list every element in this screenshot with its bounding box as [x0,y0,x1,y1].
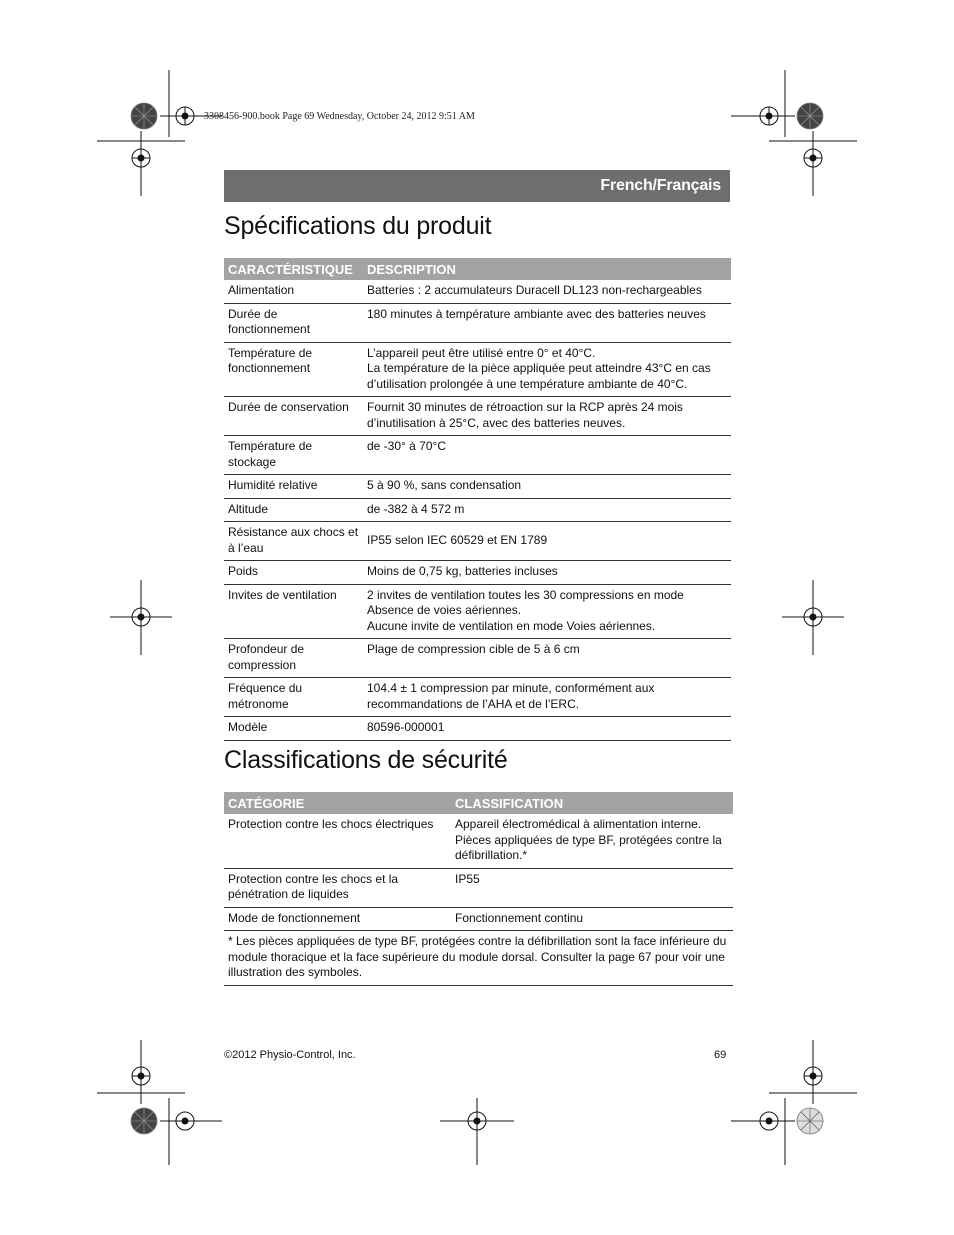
spec-value: IP55 selon IEC 60529 et EN 1789 [363,522,731,561]
footer-page-number: 69 [714,1049,727,1061]
table-row [224,475,731,499]
class-value: Fonctionnement continu [451,907,733,931]
spec-value: Moins de 0,75 kg, batteries incluses [363,561,731,585]
table-row [224,303,731,342]
footer-copyright: ©2012 Physio-Control, Inc. [224,1049,356,1061]
table-row [224,498,731,522]
spec-value: 104.4 ± 1 compression par minute, conformément aux recommandations de l’AHA et de l’ERC. [363,678,731,717]
safety-classifications-table [224,792,733,986]
table-row [224,561,731,585]
header-category: CATÉGORIE [224,792,451,814]
class-label: Protection contre les chocs électriques [224,814,451,868]
spec-label: Température de stockage [224,436,363,475]
spec-label: Invites de ventilation [224,584,363,639]
spec-section-title: Spécifications du produit [224,212,492,240]
spec-label: Fréquence du métronome [224,678,363,717]
spec-label: Température de fonctionnement [224,342,363,397]
class-section-title: Classifications de sécurité [224,746,508,774]
header-classification: CLASSIFICATION [451,792,733,814]
table-row [224,639,731,678]
spec-value: 180 minutes à température ambiante avec des batteries neuves [363,303,731,342]
table-row [224,907,733,931]
table-row [224,522,731,561]
table-row [224,868,733,907]
class-value: Appareil électromédical à alimentation interne. Pièces appliquées de type BF, protégées contre la défibrillation.* [451,814,733,868]
table-header-row [224,258,731,280]
spec-value: L’appareil peut être utilisé entre 0° et 40°C. La température de la pièce appliquée peut atteindre 43°C en cas d’utilisation prolongée à une température ambiante de 40°C. [363,342,731,397]
spec-value: de -30° à 70°C [363,436,731,475]
header-characteristic: CARACTÉRISTIQUE [224,258,363,280]
spec-value: de -382 à 4 572 m [363,498,731,522]
spec-value: Plage de compression cible de 5 à 6 cm [363,639,731,678]
table-row [224,814,733,868]
header-description: DESCRIPTION [363,258,731,280]
spec-label: Profondeur de compression [224,639,363,678]
class-value: IP55 [451,868,733,907]
table-row [224,678,731,717]
spec-label: Durée de fonctionnement [224,303,363,342]
spec-value: 5 à 90 %, sans condensation [363,475,731,499]
language-bar: French/Français [224,170,730,202]
table-row [224,280,731,303]
specifications-table [224,258,731,741]
spec-label: Modèle [224,717,363,741]
spec-value: 80596-000001 [363,717,731,741]
table-row [224,584,731,639]
spec-label: Humidité relative [224,475,363,499]
footnote: * Les pièces appliquées de type BF, protégées contre la défibrillation sont la face inférieure du module thoracique et la face supérieure du module dorsal. Consulter la page 67 pour voir une illustration des symboles. [224,931,733,986]
spec-value: Batteries : 2 accumulateurs Duracell DL123 non-rechargeables [363,280,731,303]
table-row [224,436,731,475]
table-row [224,342,731,397]
print-header: 3308456-900.book Page 69 Wednesday, October 24, 2012 9:51 AM [204,111,475,122]
table-header-row [224,792,733,814]
spec-label: Altitude [224,498,363,522]
table-row [224,397,731,436]
class-label: Protection contre les chocs et la pénétration de liquides [224,868,451,907]
spec-label: Alimentation [224,280,363,303]
footnote-row [224,931,733,986]
class-label: Mode de fonctionnement [224,907,451,931]
spec-label: Résistance aux chocs et à l’eau [224,522,363,561]
spec-label: Durée de conservation [224,397,363,436]
spec-value: Fournit 30 minutes de rétroaction sur la RCP après 24 mois d’inutilisation à 25°C, avec des batteries neuves. [363,397,731,436]
spec-value: 2 invites de ventilation toutes les 30 compressions en mode Absence de voies aériennes. Aucune invite de ventilation en mode Voies aériennes. [363,584,731,639]
table-row [224,717,731,741]
spec-label: Poids [224,561,363,585]
